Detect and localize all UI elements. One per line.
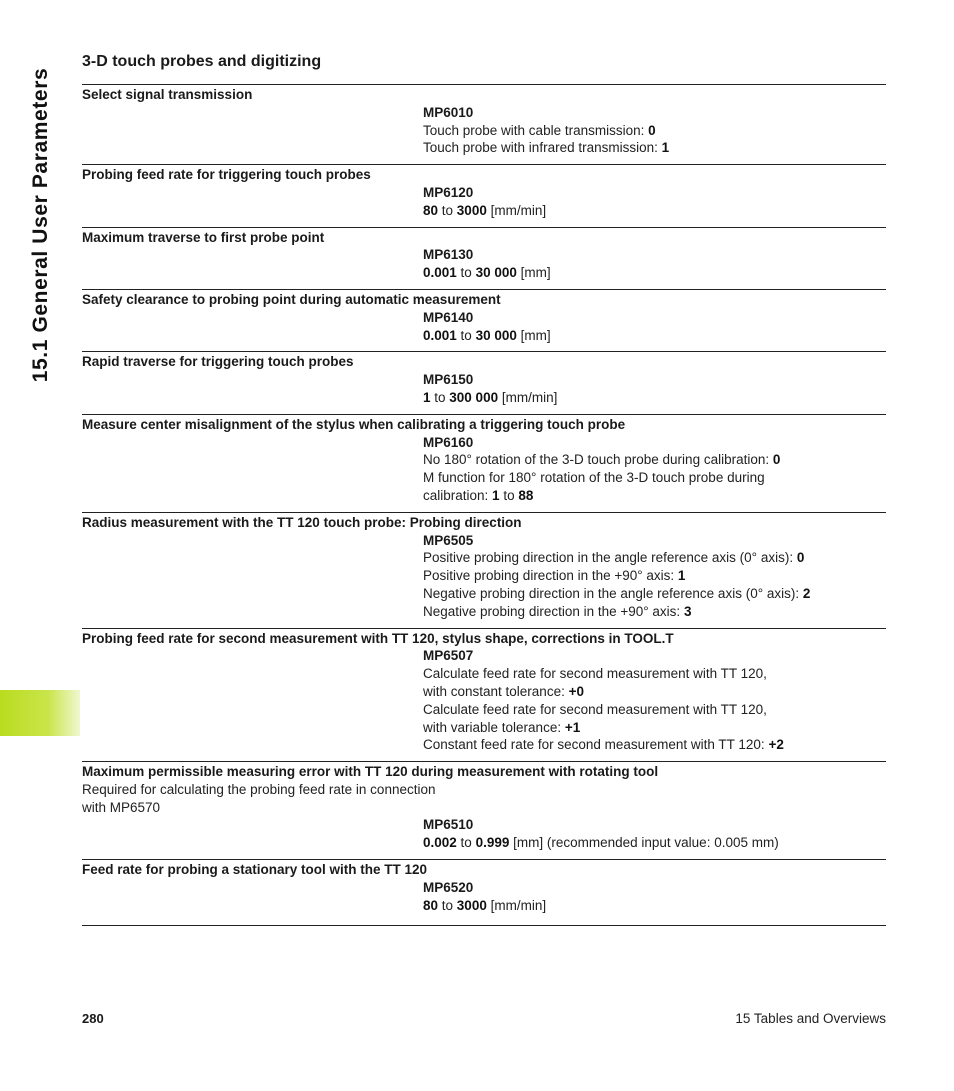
parameter-title: Safety clearance to probing point during automatic measurement xyxy=(82,291,501,307)
parameter-body xyxy=(423,246,886,282)
parameter-value: 0.001 xyxy=(423,327,457,343)
parameter-text: with variable tolerance: xyxy=(423,719,565,735)
chapter-footer: 15 Tables and Overviews xyxy=(735,1011,886,1026)
parameter-body xyxy=(423,434,886,505)
parameter-value: 0.001 xyxy=(423,265,457,281)
parameter-title: Measure center misalignment of the stylus when calibrating a triggering touch probe xyxy=(82,416,626,432)
parameter-value-line xyxy=(423,139,886,157)
parameter-value-line xyxy=(423,834,886,852)
parameter-block xyxy=(82,628,886,762)
parameter-title: Probing feed rate for triggering touch probes xyxy=(82,167,371,183)
side-chapter-title-text: 15.1 General User Parameters xyxy=(29,67,52,383)
parameter-value-line xyxy=(423,327,886,345)
parameter-value: 0.999 xyxy=(475,835,510,851)
parameter-text: Negative probing direction in the angle reference axis (0° axis): xyxy=(423,585,803,601)
parameter-value-line xyxy=(423,451,886,469)
parameter-value: 80 xyxy=(423,202,439,218)
parameter-value: 30 000 xyxy=(475,265,517,281)
parameter-body xyxy=(423,184,886,220)
parameter-value-line xyxy=(423,487,886,505)
parameter-value: 2 xyxy=(802,585,811,601)
parameter-block xyxy=(82,164,886,226)
parameter-block xyxy=(82,351,886,413)
parameter-text: Touch probe with cable transmission: xyxy=(423,122,649,138)
parameter-value-line xyxy=(423,603,886,621)
parameter-value: 1 xyxy=(423,389,431,405)
parameter-text: M function for 180° rotation of the 3-D touch probe during xyxy=(423,470,765,486)
parameter-value: 1 xyxy=(677,568,686,584)
parameter-title: Feed rate for probing a stationary tool with the TT 120 xyxy=(82,862,428,878)
parameter-value: 0.002 xyxy=(423,835,457,851)
parameter-value: 3000 xyxy=(456,897,487,913)
parameter-title: Probing feed rate for second measurement with TT 120, stylus shape, corrections in TOOL.T xyxy=(82,630,674,646)
parameter-value: +1 xyxy=(564,719,581,735)
parameter-text: [mm] xyxy=(516,265,551,281)
parameter-block xyxy=(82,84,886,164)
parameter-value-line xyxy=(423,701,886,719)
parameter-value-line xyxy=(423,469,886,487)
parameter-value-line xyxy=(423,264,886,282)
parameter-value-line xyxy=(423,202,886,220)
parameter-body xyxy=(423,104,886,157)
parameter-title: Radius measurement with the TT 120 touch probe: Probing direction xyxy=(82,514,522,530)
parameter-code: MP6160 xyxy=(423,434,474,450)
parameter-description: Required for calculating the probing feed rate in connection with MP6570 xyxy=(82,781,436,815)
parameter-text: to xyxy=(430,389,450,405)
parameter-value-line xyxy=(423,122,886,140)
parameter-value-line xyxy=(423,665,886,683)
parameter-code: MP6510 xyxy=(423,817,474,833)
parameter-text: [mm/min] xyxy=(486,202,547,218)
parameter-value: +0 xyxy=(568,683,584,699)
parameter-body xyxy=(423,309,886,345)
parameter-value: 0 xyxy=(772,452,781,468)
parameter-code: MP6140 xyxy=(423,309,474,325)
parameter-text: with constant tolerance: xyxy=(423,683,569,699)
parameter-title: Maximum permissible measuring error with TT 120 during measurement with rotating tool xyxy=(82,764,659,780)
parameter-code: MP6520 xyxy=(423,879,474,895)
parameter-text: to xyxy=(438,897,457,913)
parameter-code: MP6130 xyxy=(423,247,474,263)
parameter-body xyxy=(423,879,886,915)
parameter-text: [mm] xyxy=(516,327,551,343)
parameter-value-line xyxy=(423,567,886,585)
parameter-value: 3000 xyxy=(456,202,487,218)
parameter-value: +2 xyxy=(768,737,784,753)
parameter-value: 1 xyxy=(661,140,670,156)
parameter-code: MP6507 xyxy=(423,648,474,664)
parameter-title: Select signal transmission xyxy=(82,87,253,102)
parameter-value-line xyxy=(423,736,886,754)
parameter-text: Touch probe with infrared transmission: xyxy=(423,140,662,156)
parameter-text: Calculate feed rate for second measurement with TT 120, xyxy=(423,701,767,717)
parameter-code: MP6150 xyxy=(423,372,474,388)
parameter-text: [mm] (recommended input value: 0.005 mm) xyxy=(509,835,779,851)
parameter-text: Positive probing direction in the angle reference axis (0° axis): xyxy=(423,550,797,566)
parameter-value-line xyxy=(423,585,886,603)
parameter-block xyxy=(82,227,886,289)
parameter-title: Rapid traverse for triggering touch probes xyxy=(82,354,354,370)
parameter-code: MP6505 xyxy=(423,532,474,548)
parameter-value-line xyxy=(423,897,886,915)
parameter-block xyxy=(82,414,886,512)
parameter-value-line xyxy=(423,719,886,737)
parameter-value: 0 xyxy=(648,122,656,138)
page-number: 280 xyxy=(82,1011,104,1026)
chapter-tab-marker xyxy=(0,690,80,736)
parameter-text: calibration: xyxy=(423,487,493,503)
parameter-block xyxy=(82,761,886,859)
parameter-code: MP6010 xyxy=(423,104,474,120)
side-chapter-title xyxy=(24,60,58,390)
parameter-list xyxy=(82,84,886,926)
parameter-text: Constant feed rate for second measurement with TT 120: xyxy=(423,737,769,753)
parameter-value: 80 xyxy=(423,897,439,913)
parameter-value: 30 000 xyxy=(475,327,517,343)
parameter-block xyxy=(82,289,886,351)
parameter-value: 3 xyxy=(683,603,692,619)
parameter-value-line xyxy=(423,683,886,701)
parameter-block xyxy=(82,859,886,926)
parameter-text: to xyxy=(456,835,476,851)
parameter-text: Negative probing direction in the +90° axis: xyxy=(423,603,684,619)
parameter-value-line xyxy=(423,549,886,567)
parameter-value: 300 000 xyxy=(449,389,499,405)
parameter-text: Calculate feed rate for second measurement with TT 120, xyxy=(423,666,767,682)
parameter-text: Positive probing direction in the +90° axis: xyxy=(423,568,678,584)
parameter-body xyxy=(423,532,886,621)
parameter-value: 0 xyxy=(796,550,805,566)
parameter-value-line xyxy=(423,389,886,407)
section-heading: 3-D touch probes and digitizing xyxy=(82,53,322,70)
parameter-code: MP6120 xyxy=(423,184,474,200)
parameter-text: to xyxy=(456,265,476,281)
parameter-block xyxy=(82,512,886,628)
parameter-text: to xyxy=(438,202,457,218)
parameter-text: to xyxy=(499,487,519,503)
parameter-body xyxy=(423,371,886,407)
parameter-value: 88 xyxy=(518,487,534,503)
parameter-text: to xyxy=(456,327,476,343)
parameter-body xyxy=(423,647,886,754)
parameter-text: No 180° rotation of the 3-D touch probe during calibration: xyxy=(423,452,773,468)
parameter-text: [mm/min] xyxy=(498,389,558,405)
parameter-value: 1 xyxy=(492,487,500,503)
parameter-body xyxy=(423,816,886,852)
parameter-text: [mm/min] xyxy=(486,897,547,913)
parameter-title: Maximum traverse to first probe point xyxy=(82,229,325,245)
